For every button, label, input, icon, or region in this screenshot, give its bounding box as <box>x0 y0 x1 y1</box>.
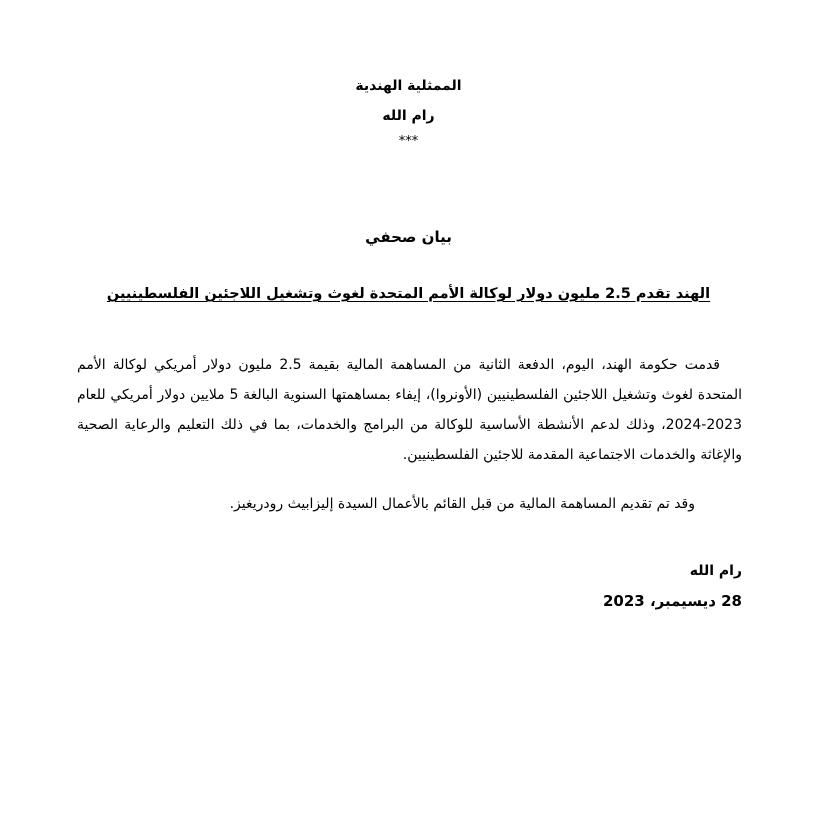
signature-city: رام الله <box>689 563 742 579</box>
mission-name: الممثلية الهندية <box>355 78 462 94</box>
headline: الهند تقدم 2.5 مليون دولار لوكالة الأمم المتحدة لغوث وتشغيل اللاجئين الفلسطينيين <box>106 286 711 302</box>
header-city: رام الله <box>382 108 435 124</box>
body-paragraph-1: قدمت حكومة الهند، اليوم، الدفعة الثانية من المساهمة المالية بقيمة 2.5 مليون دولار أمريكي لوكالة الأمم المتحدة لغوث وتشغيل اللاجئين الفلسطينيين (الأونروا)، إيفاء بمساهمتها السنوية البالغة 5 ملايين دولار أمريكي للعام 2023-2024، وذلك لدعم الأنشطة الأساسية للوكالة من البرامج والخدمات، بما في ذلك التعليم والرعاية الصحية والإغاثة والخدمات الاجتماعية المقدمة للاجئين الفلسطينيين. <box>77 357 742 463</box>
header-separator: *** <box>398 134 419 149</box>
body-paragraph-2: وقد تم تقديم المساهمة المالية من قبل القائم بالأعمال السيدة إليزابيث رودريغيز. <box>229 496 695 512</box>
statement-label: بيان صحفي <box>365 228 452 246</box>
signature-date: 28 ديسيمبر، 2023 <box>603 592 742 610</box>
